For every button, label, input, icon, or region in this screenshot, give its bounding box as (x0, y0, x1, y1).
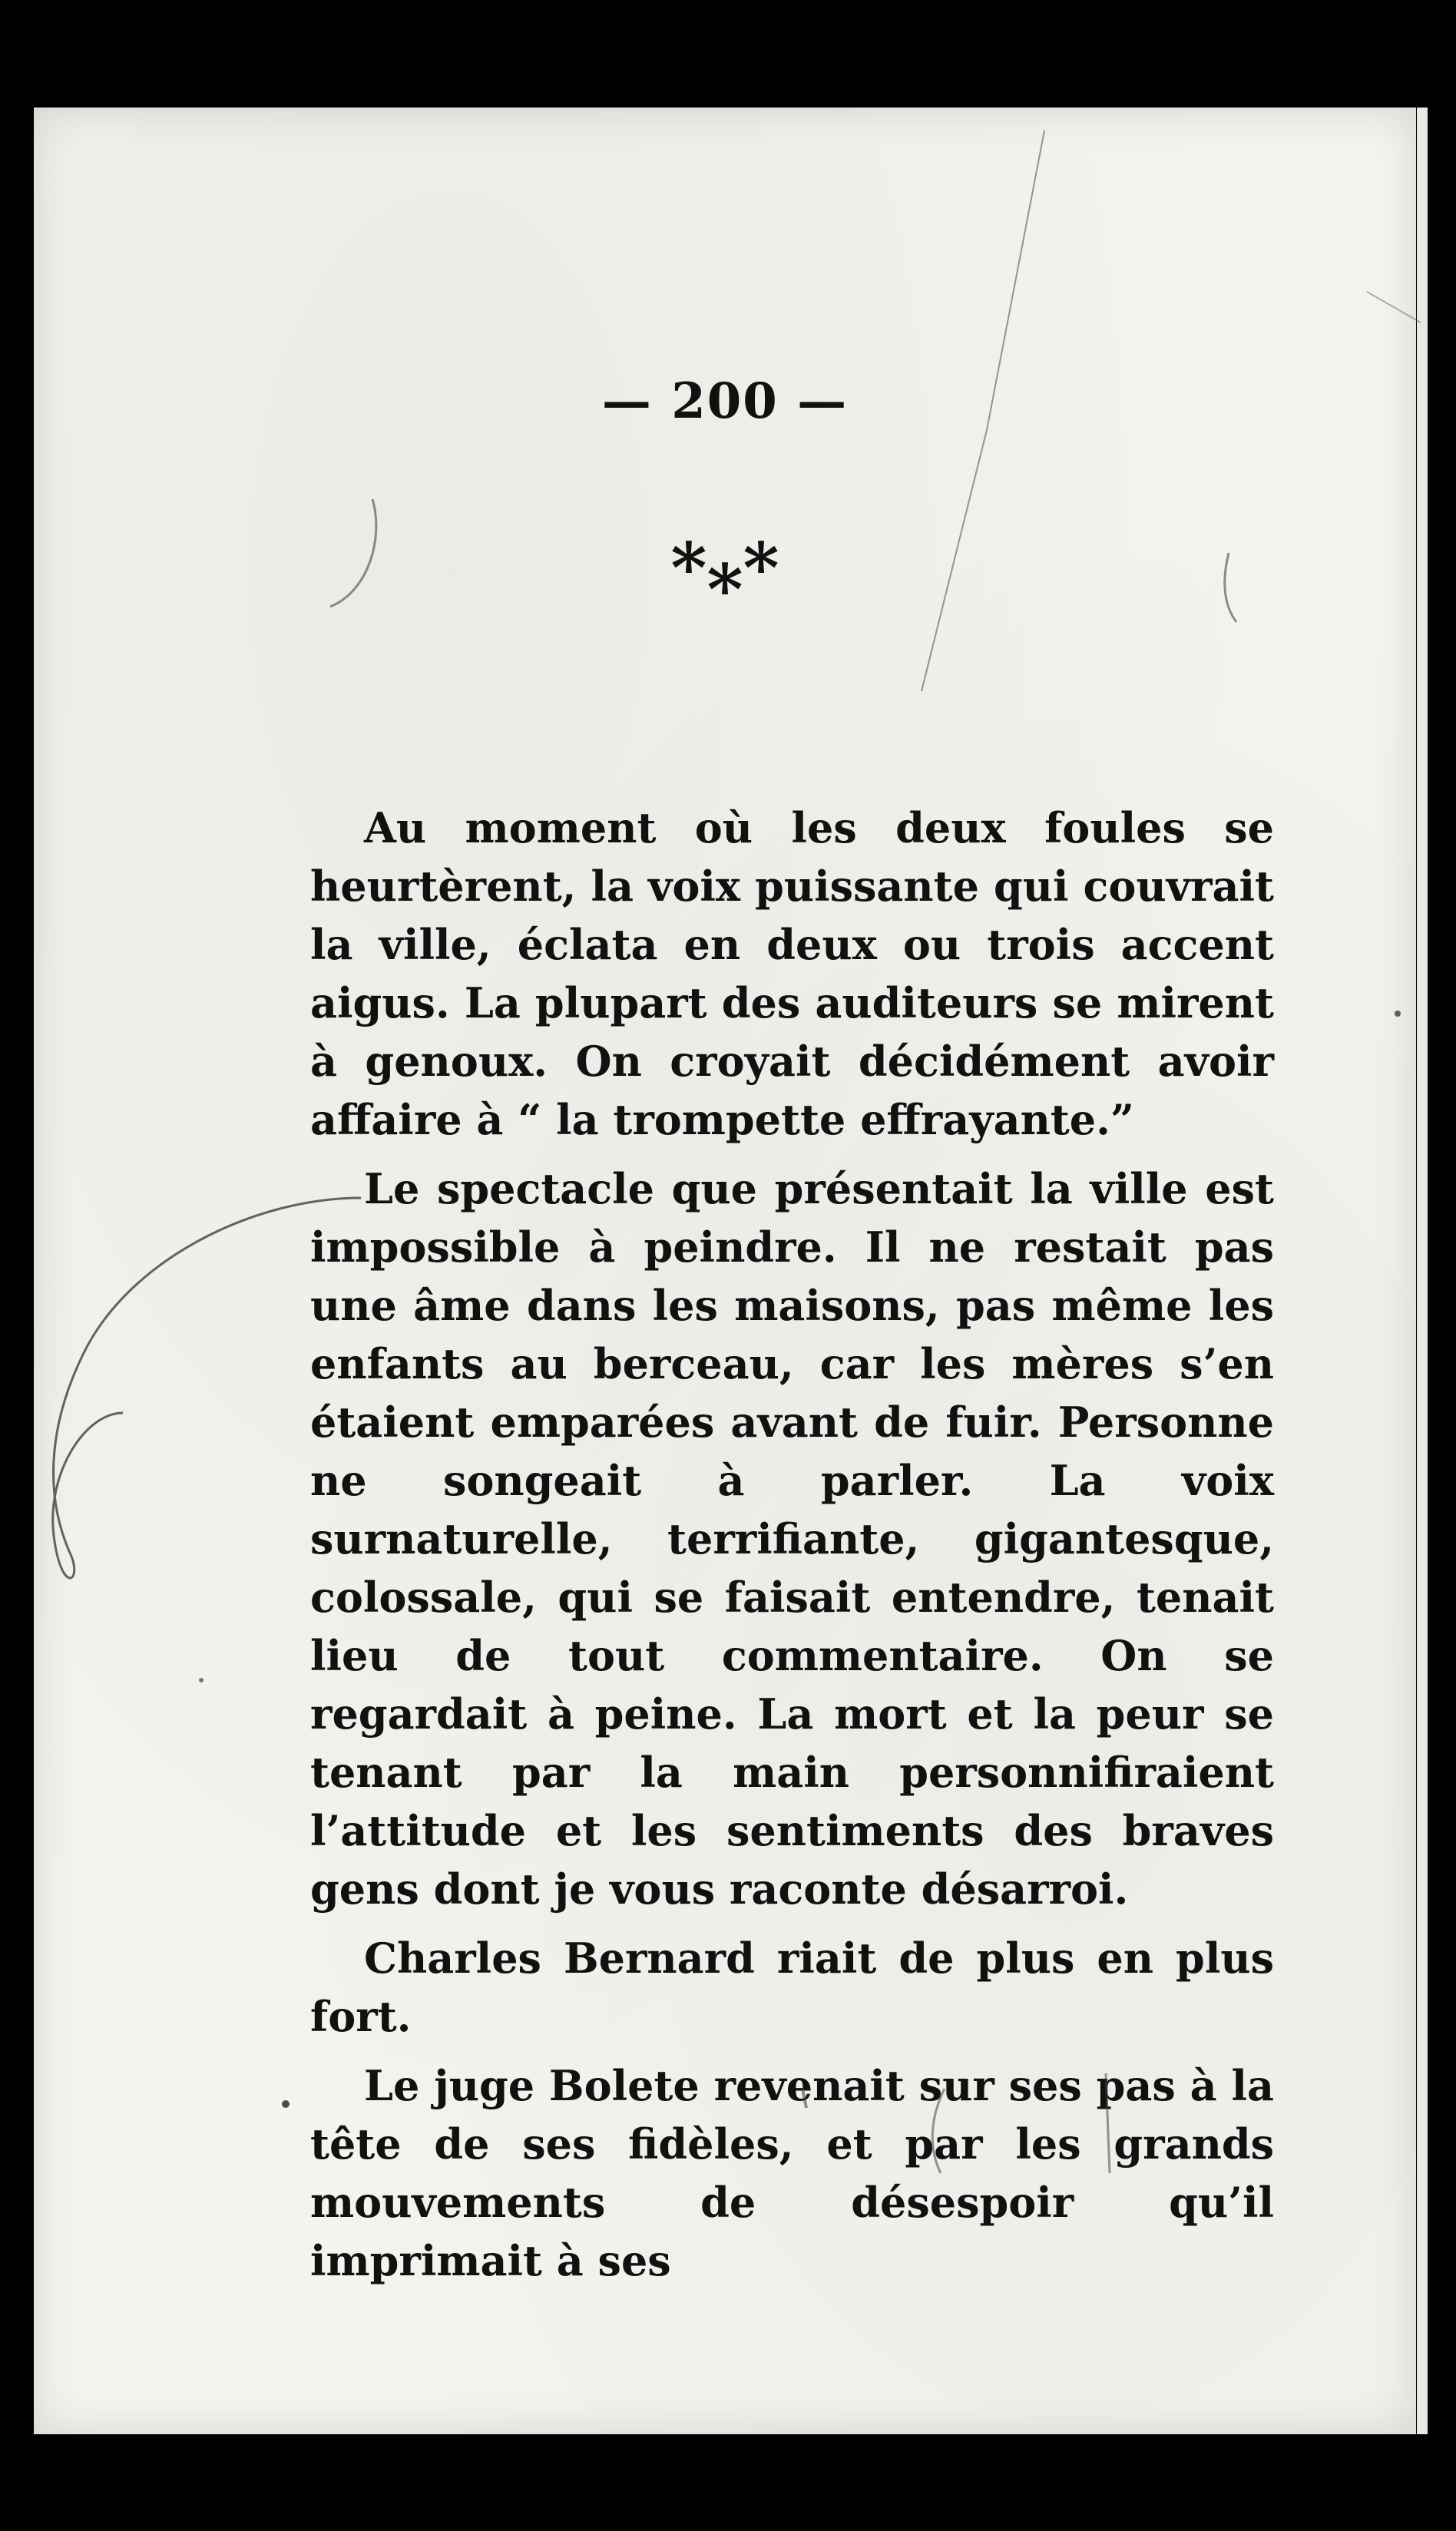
book-page (34, 108, 1416, 2434)
asterism-star-middle: * (706, 549, 743, 630)
paragraph-1: Au moment où les deux foules se heurtèrent, la voix puissante qui couvrait la ville, éclata en deux ou trois accent aigus. La plupart des auditeurs se mirent à genoux. On croyait décidément avoir affaire à “ la trompette effrayante.” (310, 803, 1274, 1144)
asterism-star-left: * (670, 528, 707, 609)
body-text (310, 799, 1274, 2301)
paragraph-4: Le juge Bolete revenait sur ses pas à la tête de ses fidèles, et par les grands mouvements de désespoir qu’il imprimait à ses (310, 2061, 1274, 2285)
paragraph-2: Le spectacle que présentait la ville est impossible à peindre. Il ne restait pas une âme dans les maisons, pas même les enfants au berceau, car les mères s’en étaient emparées avant de fuir. Personne ne songeait à parler. La voix surnaturelle, terrifiante, gigantesque, colossale, qui se faisait entendre, tenait lieu de tout commentaire. On se regardait à peine. La mort et la peur se tenant par la main personnifiraient l’attitude et les sentiments des braves gens dont je vous raconte désarroi. (310, 1164, 1274, 1914)
section-asterism (34, 528, 1416, 630)
page-number: — 200 — (601, 372, 849, 430)
paragraph-3: Charles Bernard riait de plus en plus fort. (310, 1934, 1274, 2041)
asterism-star-right: * (743, 528, 779, 609)
page-edge-strip (1417, 108, 1428, 2434)
